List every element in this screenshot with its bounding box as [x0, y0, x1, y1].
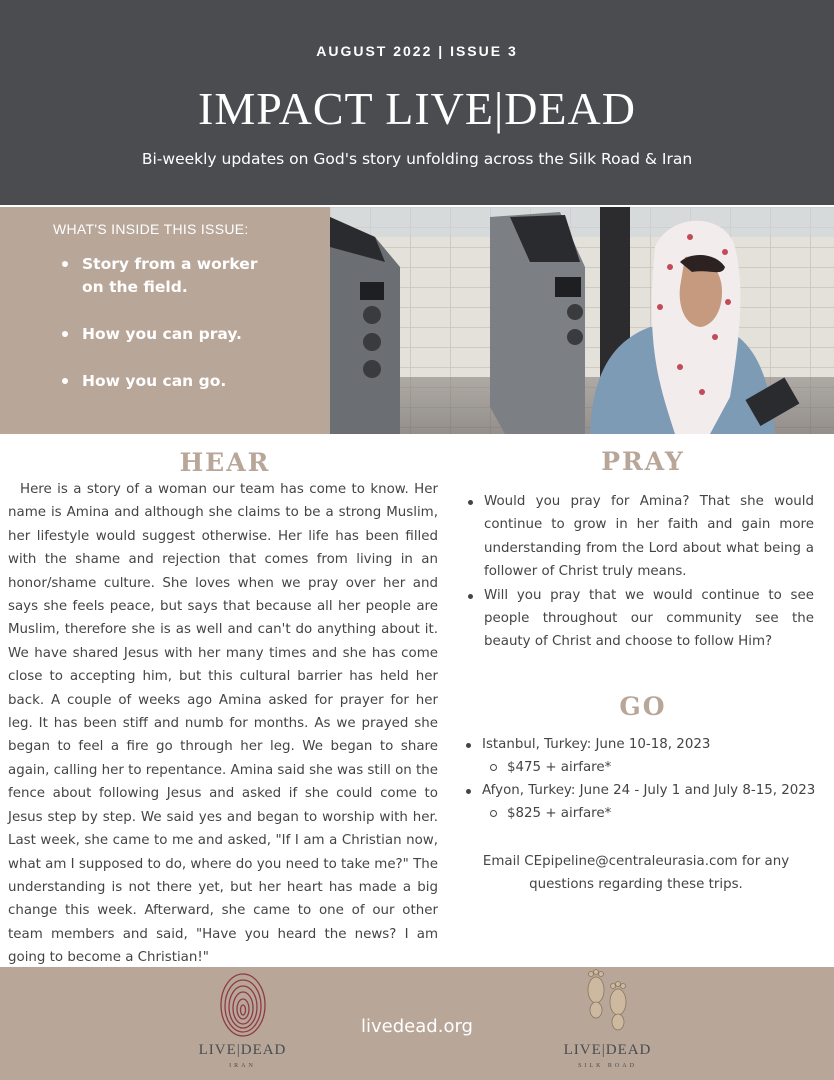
trip-cost: $475 + airfare*	[482, 756, 826, 779]
whats-inside-item: How you can go.	[60, 370, 280, 393]
whats-inside-list	[60, 253, 280, 417]
newsletter-title: IMPACT LIVE|DEAD	[198, 83, 636, 134]
logo-name: LIVE|DEAD	[563, 1042, 652, 1058]
trip-label: Afyon, Turkey: June 24 - July 1 and July 8-15, 2023	[482, 783, 816, 798]
footprints-icon	[582, 968, 634, 1040]
trip-item	[466, 733, 826, 779]
trip-list	[466, 733, 826, 825]
issue-label: AUGUST 2022 | ISSUE 3	[316, 43, 518, 59]
newsletter-tagline: Bi-weekly updates on God's story unfolding across the Silk Road & Iran	[141, 150, 693, 168]
subway-turnstile-photo	[330, 207, 834, 434]
trip-cost: $825 + airfare*	[482, 802, 826, 825]
whats-inside-panel	[0, 207, 330, 434]
go-heading: GO	[619, 692, 667, 721]
whats-inside-title: WHAT'S INSIDE THIS ISSUE:	[53, 221, 249, 237]
logo-subtitle: SILK ROAD	[578, 1063, 637, 1069]
live-dead-silk-road-logo	[550, 968, 665, 1069]
trip-label: Istanbul, Turkey: June 10-18, 2023	[482, 737, 711, 752]
pray-item: Will you pray that we would continue to see people throughout our community see the beauty of Christ and choose to follow Him?	[466, 584, 814, 654]
pray-item: Would you pray for Amina? That she would continue to grow in her faith and gain more understanding from the Lord about what being a follower of Christ truly means.	[466, 490, 814, 584]
hear-story: Here is a story of a woman our team has come to know. Her name is Amina and although she claims to be a strong Muslim, her lifestyle would suggest otherwise. Her life has been filled with the shame and rejection that comes from living in an honor/shame culture. She loves when we pray over her and says she feels peace, but says that because all her people are Muslim, therefore she is as well and can't do anything about it. We have shared Jesus with her many times and she has come close to accepting him, but this cultural barrier has held her back. A couple of weeks ago Amina asked for prayer for her leg. It has been stiff and numb for months. As we prayed she began to feel a fire go through her leg. We began to share again, calling her to repentance. Amina said she was still on the fence about following Jesus and asked if she could come to Jesus step by step. We said yes and began to worship with her. Last week, she came to me and asked, "If I am a Christian now, what am I supposed to do, where do you need to take me?" The understanding is not there yet, but her heart has made a big change this week. Afterward, she came to one of our other team members and said, "Have you heard the news? I am going to become a Christian!"	[8, 482, 438, 966]
hero-photo	[330, 207, 834, 434]
logo-subtitle: IRAN	[229, 1063, 256, 1069]
whats-inside-item: How you can pray.	[60, 323, 280, 346]
pray-heading: PRAY	[601, 447, 685, 476]
website-link[interactable]: livedead.org	[361, 1016, 473, 1037]
email-note: Email CEpipeline@centraleurasia.com for any questions regarding these trips.	[482, 854, 790, 893]
pray-list	[466, 490, 814, 654]
whats-inside-item: Story from a worker on the field.	[60, 253, 280, 299]
hear-heading: HEAR	[179, 448, 271, 477]
trip-item	[466, 779, 826, 825]
newsletter-header	[0, 0, 834, 205]
logo-name: LIVE|DEAD	[198, 1042, 287, 1058]
